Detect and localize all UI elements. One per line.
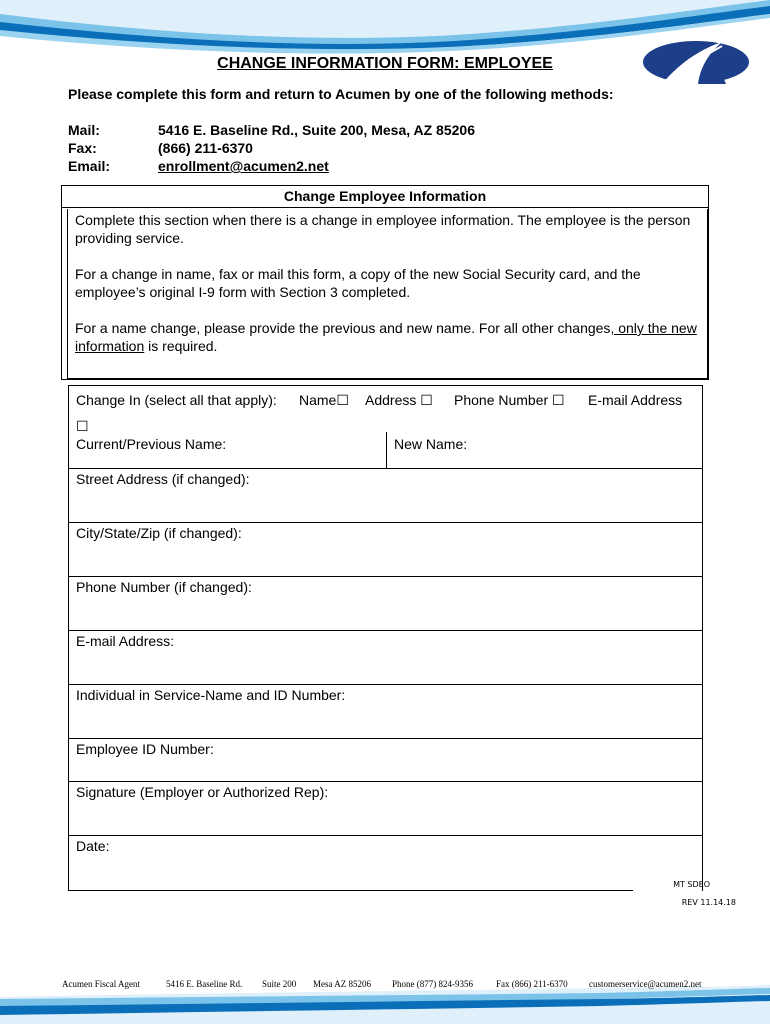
individual-in-service-field[interactable]: Individual in Service-Name and ID Number:	[76, 687, 346, 703]
footer-street: 5416 E. Baseline Rd.	[166, 979, 243, 989]
change-in-label: Change In (select all that apply):	[76, 392, 277, 408]
date-field[interactable]: Date:	[76, 838, 110, 854]
city-state-zip-field[interactable]: City/State/Zip (if changed):	[76, 525, 242, 541]
page-title: CHANGE INFORMATION FORM: EMPLOYEE	[217, 55, 553, 72]
footer-fax: Fax (866) 211-6370	[496, 979, 568, 989]
instruction-paragraph-2: For a change in name, fax or mail this form, a copy of the new Social Security card, and the employee’s original I-9 form with Section 3 completed.	[75, 266, 641, 300]
instruction-paragraph-3	[75, 319, 711, 355]
para3-start: For a name change, please provide the previous and new name. For all other changes	[75, 320, 611, 336]
form-code: MT SDEO	[673, 880, 710, 889]
intro-text: Please complete this form and return to Acumen by one of the following methods:	[68, 86, 614, 102]
employee-id-field[interactable]: Employee ID Number:	[76, 741, 214, 757]
change-employee-info-section	[61, 185, 709, 380]
para3-underlined: , only the new information	[75, 320, 697, 354]
revision-date: REV 11.14.18	[681, 898, 736, 907]
para3-end: is required.	[144, 338, 218, 354]
footer-phone: Phone (877) 824-9356	[392, 979, 473, 989]
phone-number-checkbox[interactable]: Phone Number ☐	[454, 392, 565, 408]
street-address-field[interactable]: Street Address (if changed):	[76, 471, 250, 487]
email-address-checkbox[interactable]: ☐	[76, 418, 89, 434]
email-address-field[interactable]: E-mail Address:	[76, 633, 175, 649]
footer-email[interactable]: customerservice@acumen2.net	[589, 979, 702, 989]
name-checkbox[interactable]: Name☐	[299, 392, 349, 408]
phone-number-field[interactable]: Phone Number (if changed):	[76, 579, 252, 595]
section-body	[67, 209, 708, 379]
footer-suite: Suite 200	[262, 979, 297, 989]
instruction-paragraph-1: Complete this section when there is a change in employee information. The employee is the person providing service.	[75, 212, 691, 246]
fax-label: Fax:	[68, 140, 97, 156]
footer-company: Acumen Fiscal Agent	[62, 979, 140, 989]
mail-address: 5416 E. Baseline Rd., Suite 200, Mesa, AZ 85206	[158, 122, 475, 138]
email-address-checkbox-label[interactable]: E-mail Address	[588, 392, 683, 408]
employee-change-form	[68, 385, 703, 891]
form-bottom-rule	[68, 890, 633, 891]
current-name-field[interactable]: Current/Previous Name:	[76, 436, 227, 452]
footer-wave-graphic	[0, 985, 770, 1024]
footer-city: Mesa AZ 85206	[313, 979, 371, 989]
email-link[interactable]: enrollment@acumen2.net	[158, 158, 329, 174]
mail-label: Mail:	[68, 122, 100, 138]
address-checkbox[interactable]: Address ☐	[365, 392, 433, 408]
fax-number: (866) 211-6370	[158, 140, 253, 156]
new-name-field[interactable]: New Name:	[394, 436, 468, 452]
email-label: Email:	[68, 158, 111, 174]
section-title: Change Employee Information	[62, 186, 708, 208]
signature-field[interactable]: Signature (Employer or Authorized Rep):	[76, 784, 329, 800]
